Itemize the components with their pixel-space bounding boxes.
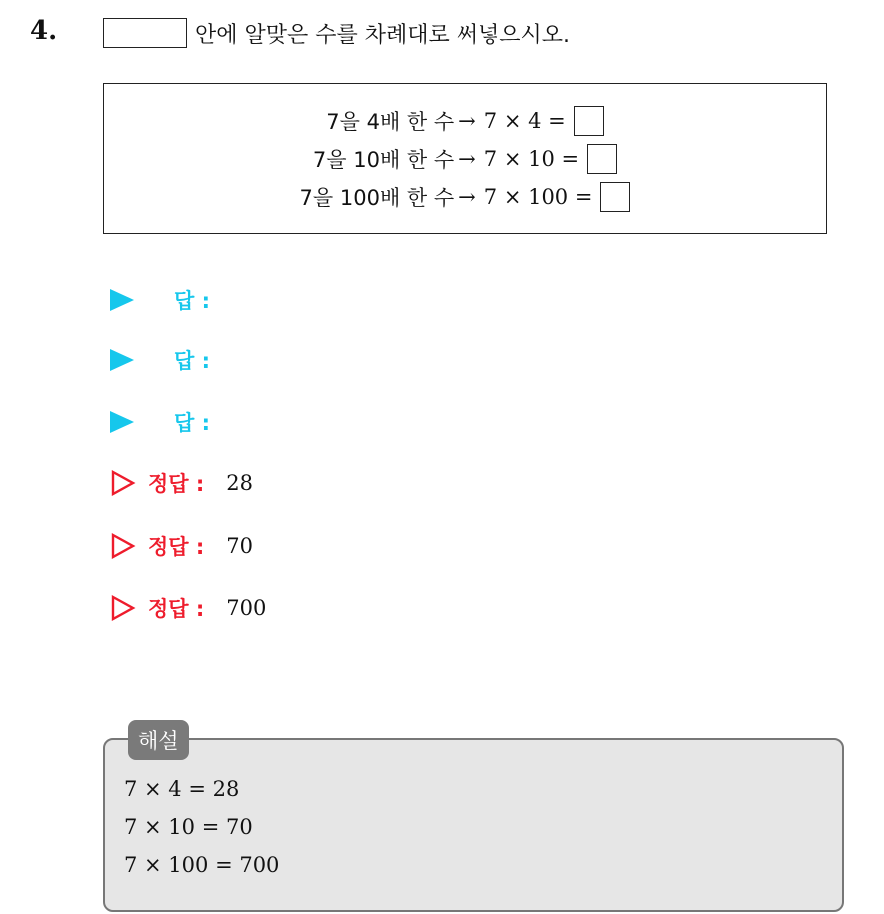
problem-line-prefix: 7을 4배 한 수: [326, 109, 455, 134]
correct-value: 700: [226, 596, 267, 620]
triangle-outline-icon: [110, 595, 136, 621]
problem-line-expr: 7 × 100 =: [483, 184, 593, 209]
correct-answer-row: [110, 590, 266, 626]
answer-label: 답 :: [174, 349, 210, 373]
answer-blank-box: [587, 144, 617, 174]
correct-answer-row: [110, 528, 253, 564]
triangle-marker-icon: [110, 411, 134, 433]
arrow: →: [458, 146, 476, 171]
problem-line-expr: 7 × 4 =: [483, 108, 566, 133]
explanation-line: 7 × 100 = 700: [124, 853, 280, 877]
answer-row[interactable]: [110, 404, 210, 440]
arrow: →: [458, 184, 476, 209]
problem-line-prefix: 7을 100배 한 수: [299, 185, 455, 210]
correct-label: 정답 :: [148, 535, 205, 559]
question-number: 4.: [30, 16, 58, 46]
correct-label: 정답 :: [148, 597, 205, 621]
correct-answer-row: [110, 465, 253, 501]
answer-label: 답 :: [174, 289, 210, 313]
problem-line-expr: 7 × 10 =: [483, 146, 580, 171]
answer-blank-box: [574, 106, 604, 136]
answer-row[interactable]: [110, 342, 210, 378]
blank-box: [103, 18, 187, 48]
problem-line: [326, 104, 603, 138]
correct-value: 70: [226, 534, 254, 558]
problem-box: [103, 83, 827, 234]
answer-row[interactable]: [110, 282, 210, 318]
triangle-marker-icon: [110, 349, 134, 371]
problem-line: [313, 142, 617, 176]
question-line: [103, 16, 570, 50]
question-text: 안에 알맞은 수를 차례대로 써넣으시오.: [195, 22, 570, 48]
answer-label: 답 :: [174, 411, 210, 435]
triangle-outline-icon: [110, 533, 136, 559]
explanation-tag: 해설: [128, 720, 189, 760]
problem-line: [300, 180, 631, 214]
answer-blank-box: [600, 182, 630, 212]
problem-line-prefix: 7을 10배 한 수: [312, 147, 455, 172]
correct-value: 28: [226, 471, 254, 495]
arrow: →: [458, 108, 476, 133]
explanation-lines: [124, 772, 279, 886]
explanation-line: 7 × 4 = 28: [124, 777, 240, 801]
correct-label: 정답 :: [148, 472, 205, 496]
triangle-outline-icon: [110, 470, 136, 496]
triangle-marker-icon: [110, 289, 134, 311]
explanation-line: 7 × 10 = 70: [124, 815, 253, 839]
